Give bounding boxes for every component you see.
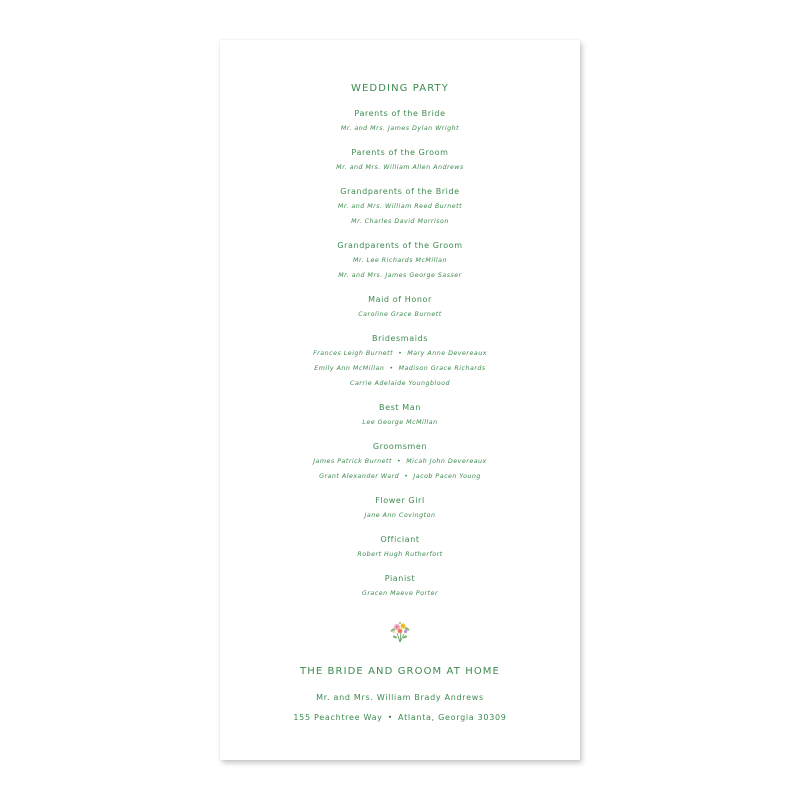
role-pianist: Pianist — [384, 574, 416, 583]
name-line: Mr. and Mrs. William Allen Andrews — [336, 164, 464, 171]
name-line: Jane Ann Covington — [364, 512, 436, 519]
role-maid-of-honor: Maid of Honor — [368, 295, 432, 304]
name-line: Carrie Adelaide Youngblood — [350, 380, 450, 387]
role-groomsmen: Groomsmen — [372, 442, 428, 451]
name-line: Mr. Charles David Morrison — [351, 218, 449, 225]
role-flower-girl: Flower Girl — [375, 496, 425, 505]
name-pair-line — [220, 458, 580, 466]
name: Mary Anne Devereaux — [407, 350, 487, 357]
section-title: WEDDING PARTY — [351, 83, 449, 94]
name: Frances Leigh Burnett — [313, 350, 394, 357]
role-officiant: Officiant — [380, 535, 420, 544]
name: James Patrick Burnett — [313, 458, 392, 465]
name: Madison Grace Richards — [398, 365, 486, 372]
home-couple: Mr. and Mrs. William Brady Andrews — [316, 693, 484, 702]
name-pair-line — [220, 473, 580, 481]
name-pair-line — [220, 365, 580, 373]
name: Emily Ann McMillan — [314, 365, 385, 372]
bullet-separator: • — [389, 365, 394, 372]
bullet-separator: • — [398, 350, 403, 357]
name-line: Mr. Lee Richards McMillan — [353, 257, 447, 264]
name: Micah John Devereaux — [406, 458, 487, 465]
bullet-separator: • — [397, 458, 402, 465]
name-pair-line — [220, 350, 580, 358]
name-line: Gracen Maeve Porter — [361, 590, 439, 597]
name-line: Mr. and Mrs. James Dylan Wright — [340, 125, 460, 132]
role-bridesmaids: Bridesmaids — [372, 334, 428, 343]
wedding-program-card — [220, 40, 580, 760]
bullet-separator: • — [404, 473, 409, 480]
home-section-title: THE BRIDE AND GROOM AT HOME — [300, 666, 500, 677]
name: Jacob Pacen Young — [413, 473, 481, 480]
home-address — [220, 713, 580, 723]
name-line: Mr. and Mrs. William Reed Burnett — [337, 203, 463, 210]
name-line: Caroline Grace Burnett — [358, 311, 442, 318]
street-address: 155 Peachtree Way — [293, 713, 383, 722]
city-state-zip: Atlanta, Georgia 30309 — [398, 713, 507, 722]
role-grandparents-of-the-bride: Grandparents of the Bride — [340, 187, 460, 196]
name: Grant Alexander Ward — [319, 473, 400, 480]
role-grandparents-of-the-groom: Grandparents of the Groom — [337, 241, 463, 250]
name-line: Mr. and Mrs. James George Sasser — [338, 272, 462, 279]
role-best-man: Best Man — [379, 403, 421, 412]
floral-bouquet-icon — [386, 618, 414, 646]
bullet-separator: • — [387, 713, 394, 722]
name-line: Robert Hugh Rutherfort — [357, 551, 443, 558]
role-parents-of-the-bride: Parents of the Bride — [354, 109, 446, 118]
name-line: Lee George McMillan — [362, 419, 438, 426]
role-parents-of-the-groom: Parents of the Groom — [351, 148, 449, 157]
